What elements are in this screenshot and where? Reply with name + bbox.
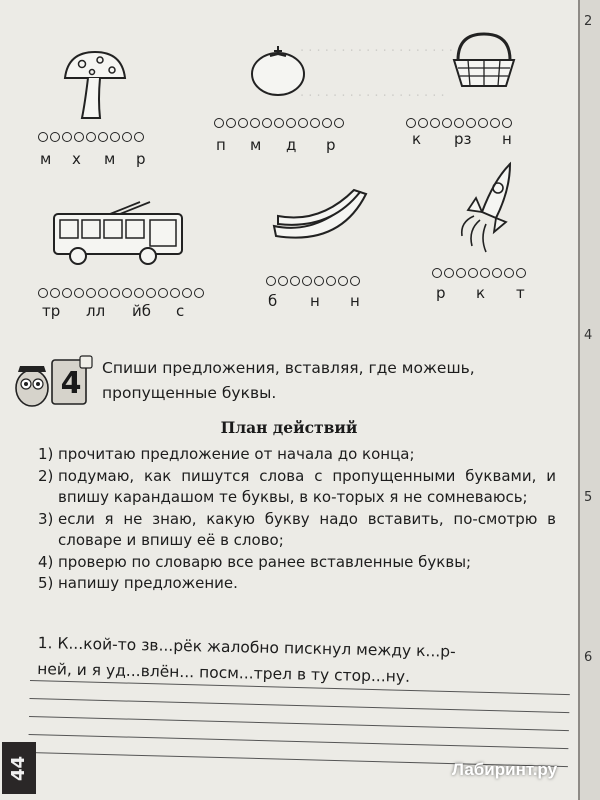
letter-group — [40, 150, 156, 168]
sentence-number: 1. — [37, 633, 53, 653]
tomato-icon — [248, 42, 308, 98]
plan-item — [38, 573, 556, 595]
trolleybus-icon — [50, 200, 190, 270]
plan-item-text: подумаю, как пишутся слова с пропущенными буквами, и впишу карандашом те буквы, в ко-торых я не сомневаюсь; — [58, 466, 556, 506]
plan-item-number: 1) — [38, 445, 54, 463]
plan-item — [38, 509, 556, 552]
task-number: 4 — [60, 366, 82, 401]
letter-circles — [432, 268, 526, 278]
edge-number: 2 — [584, 14, 593, 29]
letter: п — [216, 136, 226, 154]
next-page-edge — [578, 0, 600, 800]
letter: р — [326, 136, 336, 154]
letter: к — [412, 130, 422, 148]
plan-item-number: 3) — [38, 509, 54, 528]
letter: н — [310, 292, 320, 310]
letter: йб — [132, 302, 151, 320]
edge-number: 4 — [584, 328, 593, 343]
letter: рз — [454, 130, 472, 148]
plan-list — [38, 444, 556, 595]
plan-item-text: прочитаю предложение от начала до конца; — [58, 445, 415, 463]
letter-group — [216, 136, 346, 154]
letter: н — [350, 292, 360, 310]
sentence-text: К...кой-то зв...рёк жалобно пискнул между к...р- — [57, 634, 456, 661]
banana-icon — [270, 186, 370, 250]
letter: р — [136, 150, 146, 168]
page-number-text: 44 — [8, 755, 30, 781]
workbook-page: . . . . . . . . . . . . . . . . . . . . . . . . . . . . . . . . . . . . . . м х м р п м д р к рз н тр лл йб с б н н р к т 4 Спиши предложения, вставляя, где можешь, пропущенные буквы. План действий 1) прочитаю предложение от начала до конца; 2) подумаю, как пишутся слова с пропущенными буквами, и впишу карандашом те буквы, в ко-торых я не сомневаюсь; 3) если я не знаю, какую букву надо вставить, по-смотрю в словаре и впишу её в слово; 4) проверю по словарю все ранее вставленные буквы; 5) напишу предложение. 1. К...кой-то зв...рёк жалобно пискнул между к...р- ней, и я уд...влён... посм...трел в ту стор...ну. 44 Лабиринт.ру — [0, 0, 578, 800]
letter: м — [104, 150, 116, 168]
letter-circles — [406, 118, 512, 128]
plan-item — [38, 444, 556, 466]
plan-item — [38, 466, 556, 509]
letter: т — [516, 284, 525, 302]
plan-item-text: если я не знаю, какую букву надо вставить, по-смотрю в словаре и впишу её в слово; — [58, 509, 556, 549]
plan-item-text: напишу предложение. — [58, 574, 238, 592]
letter: м — [250, 136, 262, 154]
letter: с — [176, 302, 185, 320]
letter-circles — [266, 276, 360, 286]
letter: к — [476, 284, 486, 302]
letter: д — [286, 136, 297, 154]
letter: б — [268, 292, 278, 310]
edge-number: 5 — [584, 490, 593, 505]
letter-group — [42, 302, 196, 320]
plan-item-number: 2) — [38, 466, 54, 485]
letter-circles — [38, 288, 204, 298]
letter: тр — [42, 302, 61, 320]
task-instruction: Спиши предложения, вставляя, где можешь, пропущенные буквы. — [102, 359, 475, 402]
page-number — [2, 742, 36, 794]
letter-group — [268, 292, 370, 310]
letter-circles — [38, 132, 144, 142]
plan-item-number: 5) — [38, 574, 54, 592]
letter-group — [412, 130, 522, 148]
letter: м — [40, 150, 52, 168]
plan-item-number: 4) — [38, 552, 54, 571]
letter-group — [436, 284, 536, 302]
letter-circles — [214, 118, 344, 128]
basket-icon — [448, 30, 520, 90]
plan-item — [38, 552, 556, 574]
letter: х — [72, 150, 81, 168]
sentence-line: ней, и я уд...влён... посм...трел в ту стор...ну. — [36, 659, 411, 686]
mushroom-icon — [60, 48, 130, 120]
plan-title: План действий — [220, 418, 358, 437]
edge-number: 6 — [584, 650, 593, 665]
letter: лл — [86, 302, 106, 320]
watermark: Лабиринт.ру — [452, 760, 558, 779]
task-badge — [8, 352, 96, 412]
rocket-icon — [454, 160, 524, 256]
letter: н — [502, 130, 512, 148]
plan-item-text: проверю по словарю все ранее вставленные буквы; — [58, 552, 472, 571]
letter: р — [436, 284, 446, 302]
